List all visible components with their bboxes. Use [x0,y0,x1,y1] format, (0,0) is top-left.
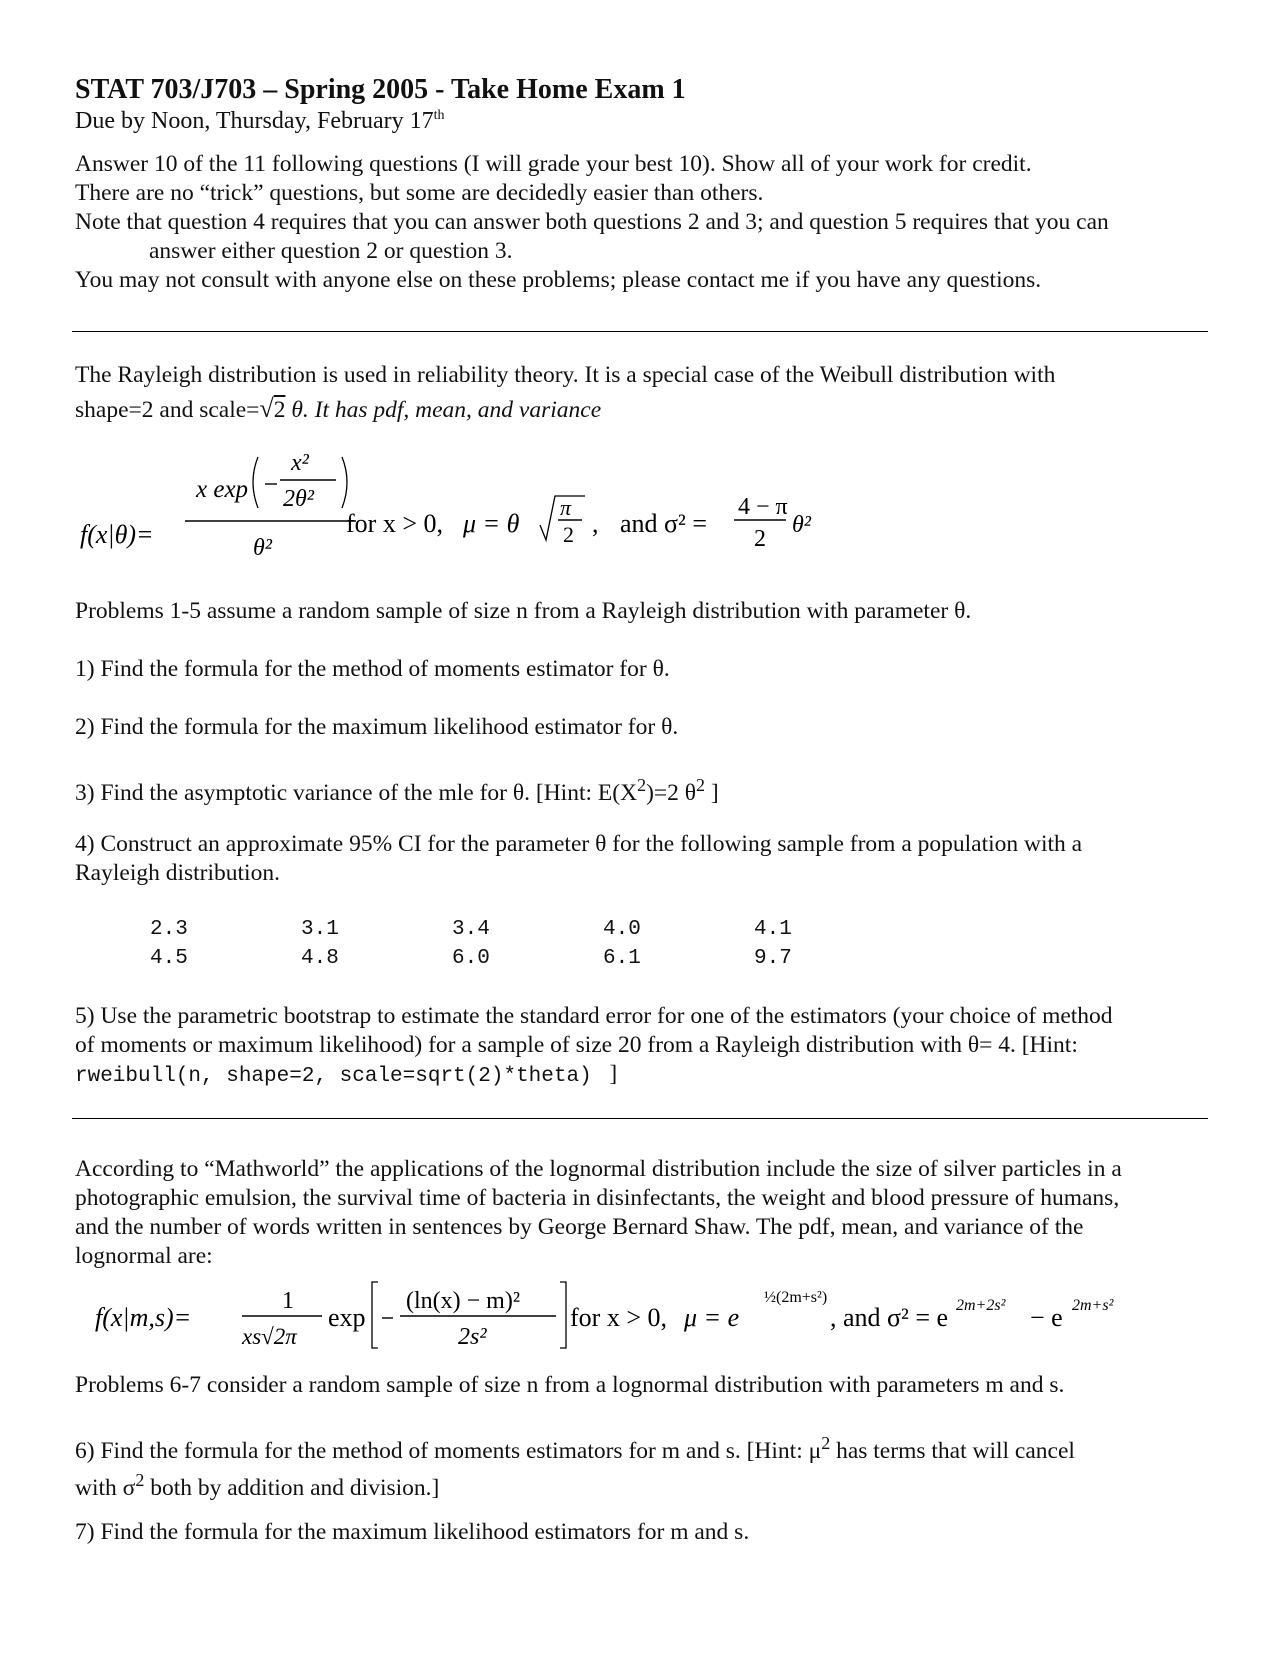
sample-value: 2.3 [150,918,188,941]
svg-text:2m+2s²: 2m+2s² [956,1297,1006,1314]
svg-text:for x > 0,: for x > 0, [570,1303,667,1332]
question-3: 3) Find the asymptotic variance of the mle for θ. [Hint: $E(X^2)=2$ $\theta^2$ ] [75,775,719,806]
sample-value: 6.1 [603,947,641,970]
sample-value: 4.0 [603,918,641,941]
svg-text:4 − π: 4 − π [738,494,788,520]
question-1: 1) Find the formula for the method of moments estimator for θ. [75,656,670,682]
svg-text:− e: − e [1030,1303,1063,1332]
svg-text:exp: exp [328,1303,366,1332]
svg-text:,: , [592,509,599,538]
svg-text:x exp: x exp [196,476,249,503]
question-7: 7) Find the formula for the maximum likelihood estimators for m and s. [75,1519,750,1545]
lognormal-intro: According to “Mathworld” the applications of the lognormal distribution include the size of silver particles in a photographic emulsion, the survival time of bacteria in disinfectants, the weight and blood pressure of humans, and the number of words written in sentences by George Bernard Shaw. The pdf, mean, and variance of the lognormal are: [75,1156,1122,1269]
section-divider [72,331,1208,332]
svg-text:2s²: 2s² [458,1324,487,1350]
svg-text:π: π [560,495,572,520]
sample-value: 6.0 [452,947,490,970]
lognormal-setup: Problems 6-7 consider a random sample of size n from a lognormal distribution with parameters m and s. [75,1372,1065,1398]
question-2: 2) Find the formula for the maximum likelihood estimator for θ. [75,714,679,740]
question-4: 4) Construct an approximate 95% CI for the parameter θ for the following sample from a population with a Rayleigh distribution. [75,831,1083,886]
formula-lhs: f(x|θ)= [80,520,154,549]
svg-text:(ln(x) − m)²: (ln(x) − m)² [406,1288,521,1314]
instruction-line: answer either question 2 or question 3. [149,238,513,264]
rayleigh-setup: Problems 1-5 assume a random sample of size n from a Rayleigh distribution with parameter θ. [75,598,972,624]
instruction-line: You may not consult with anyone else on these problems; please contact me if you have any questions. [75,267,1042,293]
question-5: 5) Use the parametric bootstrap to estimate the standard error for one of the estimators (your choice of method of moments or maximum likelihood) for a sample of size 20 from a Rayleigh distribution with θ= 4. [Hint: rweibull(n, shape=2, scale=sqrt(2)*theta) ] [75,1003,1113,1088]
sample-value: 3.1 [301,918,339,941]
svg-text:xs√2π: xs√2π [242,1324,297,1349]
svg-text:2: 2 [563,522,574,547]
svg-text:for x > 0,: for x > 0, [346,509,443,538]
svg-text:2θ²: 2θ² [283,486,314,512]
svg-text:θ²: θ² [253,535,272,561]
instruction-line: Note that question 4 requires that you can answer both questions 2 and 3; and question 5 requires that you can [75,209,1109,235]
svg-text:1: 1 [282,1288,294,1314]
sample-value: 9.7 [754,947,792,970]
rayleigh-formula [70,440,870,580]
sample-value: 4.1 [754,918,792,941]
question-6: 6) Find the formula for the method of moments estimators for m and s. [Hint: $\mu^2$ has terms that will cancel with $\sigma^2$ both by addition and division.] [75,1433,1075,1501]
instruction-line: There are no “trick” questions, but some are decidedly easier than others. [75,180,764,206]
instructions [75,150,1109,295]
instruction-line: Answer 10 of the 11 following questions (I will grade your best 10). Show all of your work for credit. [75,151,1032,177]
svg-text:, and σ² = e: , and σ² = e [830,1303,949,1332]
svg-text:2m+s²: 2m+s² [1072,1297,1114,1314]
lognormal-formula [70,1268,1220,1358]
sample-value: 3.4 [452,918,490,941]
section-divider [72,1118,1208,1119]
due-date: Due by Noon, Thursday, February 17th [75,108,445,134]
svg-text:x²: x² [291,450,309,476]
svg-text:θ²: θ² [792,512,811,538]
svg-text:μ = e: μ = e [684,1303,740,1332]
svg-text:2: 2 [754,526,766,552]
sample-value: 4.8 [301,947,339,970]
svg-text:½(2m+s²): ½(2m+s²) [764,1289,828,1306]
rayleigh-intro: The Rayleigh distribution is used in reliability theory. It is a special case of the Weibull distribution with shape=2 and scale=√2 θ. It has pdf, mean, and variance [75,362,1056,423]
svg-text:f(x|m,s)=: f(x|m,s)= [95,1303,192,1332]
exam-title: STAT 703/J703 – Spring 2005 - Take Home Exam 1 [75,74,686,105]
svg-text:and σ² =: and σ² = [620,509,708,538]
sample-value: 4.5 [150,947,188,970]
svg-text:μ = θ: μ = θ [463,509,520,538]
